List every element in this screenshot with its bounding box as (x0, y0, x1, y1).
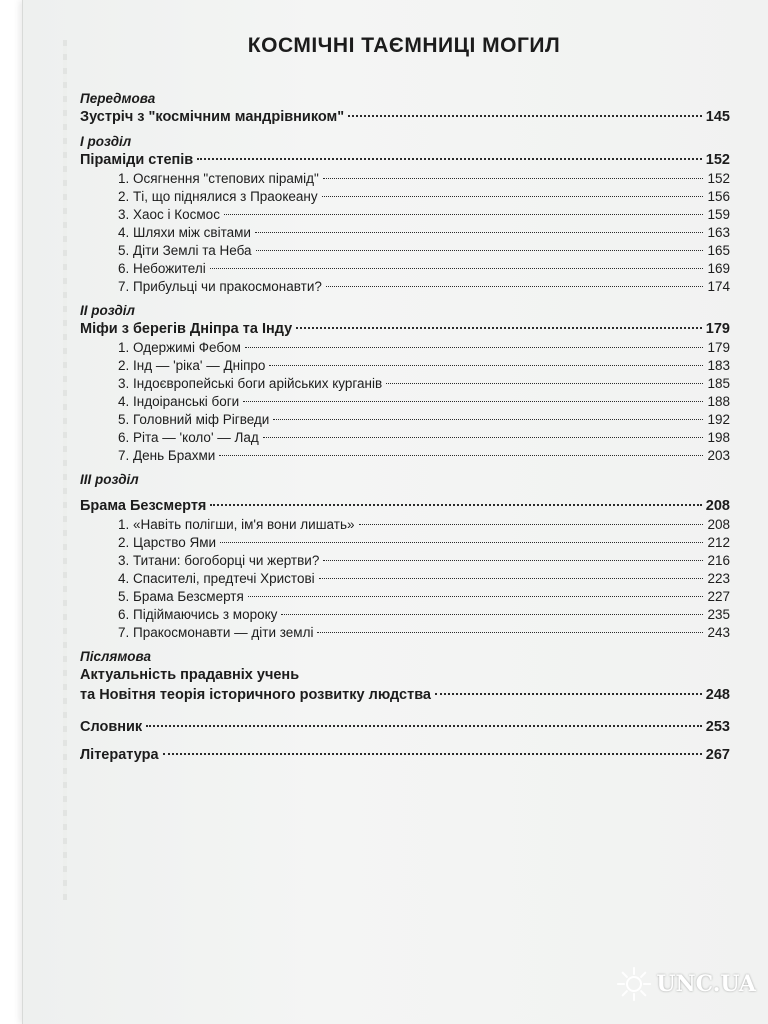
entry-title: 5. Брама Безсмертя (118, 589, 244, 604)
entry-title: 4. Спасителі, предтечі Христові (118, 571, 315, 586)
watermark (616, 966, 756, 1002)
entry-page: 212 (707, 535, 730, 550)
afterword-title-line1 (80, 665, 730, 685)
entry-page: 223 (707, 571, 730, 586)
entry-title: Актуальність прадавніх учень (80, 667, 300, 683)
entry-page: 145 (705, 109, 730, 125)
spacer (80, 709, 730, 717)
toc-entry (80, 429, 730, 447)
entry-page: 235 (707, 607, 730, 622)
entry-title: 4. Шляхи між світами (118, 225, 251, 240)
entry-page: 159 (707, 207, 730, 222)
entry-page: 208 (707, 517, 730, 532)
entry-page: 267 (705, 747, 730, 763)
entry-title: 7. Пракосмонавти — діти землі (118, 625, 314, 640)
toc-entry (80, 278, 730, 296)
entry-page: 216 (707, 553, 730, 568)
leader-dots (348, 115, 702, 117)
sun-logo-icon (616, 966, 652, 1002)
toc-entry (80, 570, 730, 588)
entry-title: та Новітня теорія історичного розвитку людства (80, 687, 431, 703)
entry-title: 1. «Навіть полігши, ім'я вони лишать» (118, 517, 355, 532)
entry-title: Піраміди степів (80, 152, 194, 168)
entry-title: 6. Підіймаючись з мороку (118, 607, 278, 622)
entry-page: 183 (707, 358, 730, 373)
entry-title: 6. Небожителі (118, 261, 206, 276)
entry-page: 152 (707, 171, 730, 186)
entry-page: 253 (705, 719, 730, 735)
toc-entry (80, 170, 730, 188)
toc-entry (80, 447, 730, 465)
part1-label: І розділ (80, 134, 132, 149)
entry-title: 3. Хаос і Космос (118, 207, 220, 222)
binding-edge (63, 40, 67, 900)
leader-dots (323, 178, 704, 179)
leader-dots (255, 232, 704, 233)
toc-entry (80, 357, 730, 375)
part2-section (80, 303, 730, 465)
foreword-section (80, 91, 730, 127)
entry-title: 2. Ті, що піднялися з Праокеану (118, 189, 318, 204)
leader-dots (273, 419, 703, 420)
toc-entry-literature (80, 745, 730, 765)
entry-title: 7. Прибульці чи пракосмонавти? (118, 279, 322, 294)
entry-page: 208 (705, 498, 730, 514)
entry-page: 179 (707, 340, 730, 355)
table-of-contents (80, 84, 730, 765)
toc-entry (80, 188, 730, 206)
leader-dots (248, 596, 704, 597)
leader-dots (243, 401, 703, 402)
leader-dots (224, 214, 704, 215)
leader-dots (269, 365, 703, 366)
toc-entry-part1-main (80, 150, 730, 170)
toc-entry (80, 516, 730, 534)
leader-dots (322, 196, 704, 197)
entry-page: 174 (707, 279, 730, 294)
entry-title: Зустріч з "космічним мандрівником" (80, 109, 345, 125)
entry-page: 198 (707, 430, 730, 445)
part1-section (80, 134, 730, 296)
leader-dots (263, 437, 704, 438)
toc-entry (80, 552, 730, 570)
entry-page: 192 (707, 412, 730, 427)
entry-title: 2. Царство Ями (118, 535, 217, 550)
foreword-label: Передмова (80, 91, 156, 106)
entry-title: 7. День Брахми (118, 448, 216, 463)
entry-page: 156 (707, 189, 730, 204)
toc-entry (80, 242, 730, 260)
entry-page: 188 (707, 394, 730, 409)
part3-section (80, 472, 730, 642)
toc-entry (80, 624, 730, 642)
leader-dots (146, 725, 702, 727)
leader-dots (296, 327, 702, 329)
watermark-text: UNC.UA (656, 971, 756, 997)
entry-page: 179 (705, 321, 730, 337)
entry-title: 4. Індоіранські боги (118, 394, 240, 409)
toc-entry (80, 411, 730, 429)
entry-title: 1. Одержимі Фебом (118, 340, 241, 355)
toc-entry (80, 588, 730, 606)
leader-dots (197, 158, 702, 160)
entry-page: 169 (707, 261, 730, 276)
leader-dots (219, 455, 703, 456)
toc-entry (80, 260, 730, 278)
leader-dots (317, 632, 703, 633)
spacer (80, 488, 730, 496)
entry-title: 3. Титани: богоборці чи жертви? (118, 553, 320, 568)
part3-label: ІІІ розділ (80, 472, 139, 487)
leader-dots (245, 347, 704, 348)
afterword-label: Післямова (80, 649, 152, 664)
part2-label: ІІ розділ (80, 303, 135, 318)
toc-entry (80, 606, 730, 624)
toc-entry (80, 375, 730, 393)
toc-entry-afterword (80, 685, 730, 705)
entry-page: 203 (707, 448, 730, 463)
toc-entry-glossary (80, 717, 730, 737)
entry-page: 185 (707, 376, 730, 391)
entry-page: 248 (705, 687, 730, 703)
leader-dots (210, 268, 704, 269)
leader-dots (323, 560, 703, 561)
entry-title: 6. Ріта — 'коло' — Лад (118, 430, 259, 445)
entry-title: 1. Осягнення "степових пірамід" (118, 171, 319, 186)
afterword-section (80, 649, 730, 705)
entry-title: 5. Діти Землі та Неба (118, 243, 252, 258)
leader-dots (359, 524, 704, 525)
toc-entry (80, 339, 730, 357)
leader-dots (256, 250, 704, 251)
leader-dots (435, 693, 702, 695)
entry-page: 227 (707, 589, 730, 604)
entry-page: 165 (707, 243, 730, 258)
entry-title: 2. Інд — 'ріка' — Дніпро (118, 358, 266, 373)
toc-entry-part3-main (80, 496, 730, 516)
entry-title: 5. Головний міф Рігведи (118, 412, 270, 427)
toc-entry (80, 224, 730, 242)
spacer (80, 737, 730, 745)
entry-page: 152 (705, 152, 730, 168)
toc-entry-foreword (80, 107, 730, 127)
leader-dots (326, 286, 704, 287)
entry-title: Міфи з берегів Дніпра та Інду (80, 321, 293, 337)
leader-dots (281, 614, 703, 615)
entry-title: Література (80, 747, 159, 763)
toc-entry (80, 534, 730, 552)
entry-title: Словник (80, 719, 143, 735)
leader-dots (163, 753, 702, 755)
entry-page: 163 (707, 225, 730, 240)
leader-dots (220, 542, 703, 543)
entry-page: 243 (707, 625, 730, 640)
leader-dots (386, 383, 703, 384)
leader-dots (210, 504, 701, 506)
entry-title: 3. Індоєвропейські боги арійських курганів (118, 376, 383, 391)
leader-dots (319, 578, 704, 579)
toc-entry-part2-main (80, 319, 730, 339)
toc-entry (80, 206, 730, 224)
entry-title: Брама Безсмертя (80, 498, 207, 514)
page-title: КОСМІЧНІ ТАЄМНИЦІ МОГИЛ (247, 34, 561, 57)
toc-entry (80, 393, 730, 411)
